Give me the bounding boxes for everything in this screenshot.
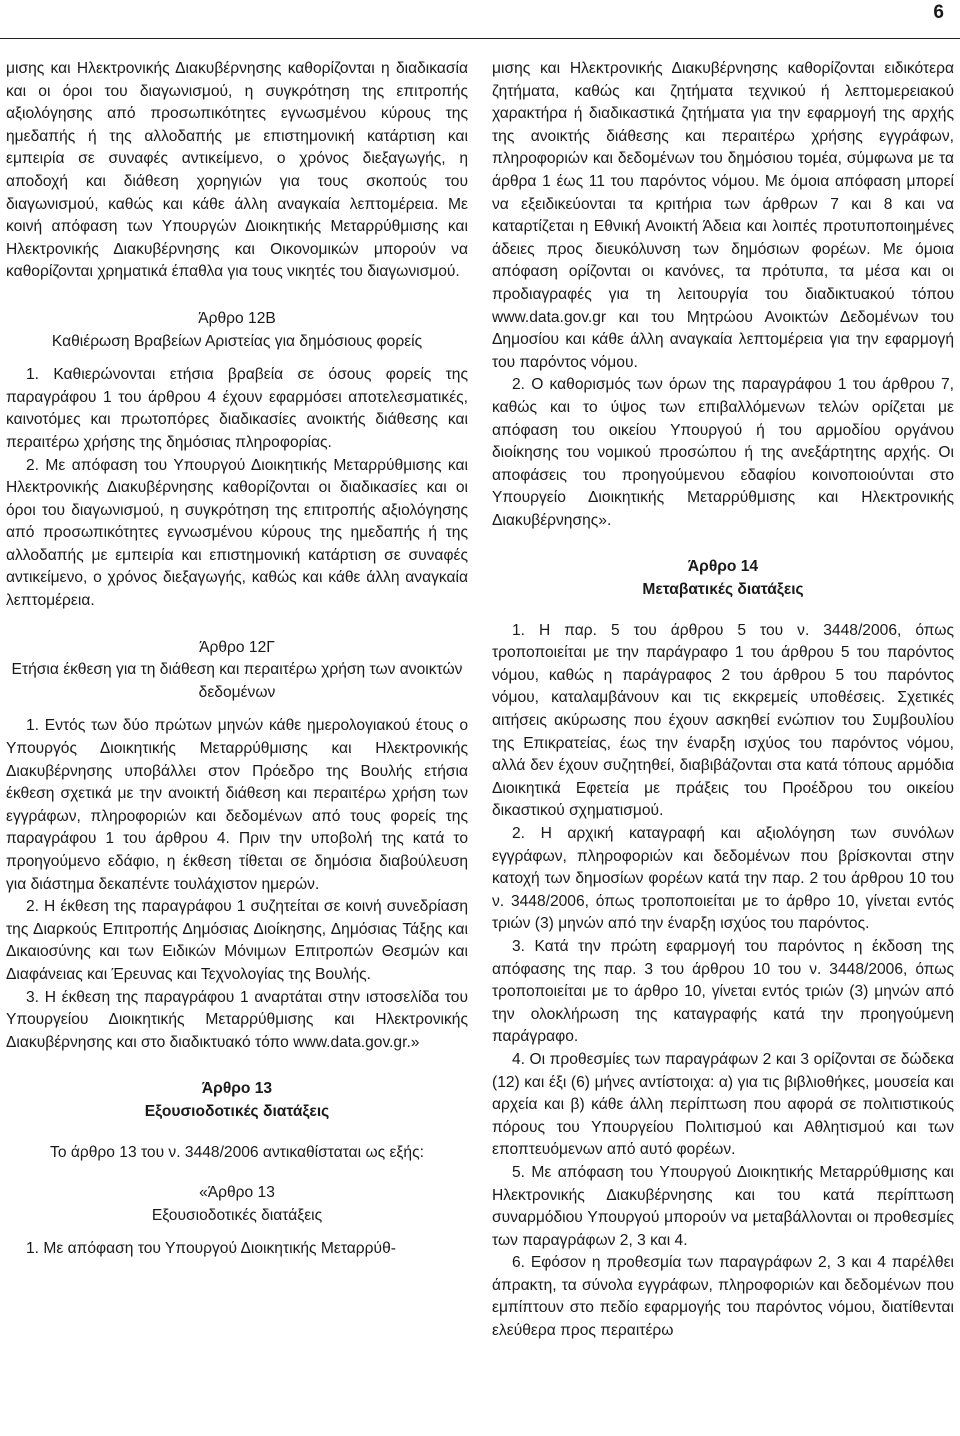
article-14-subtitle: Μεταβατικές διατάξεις [642, 581, 804, 599]
article-12g-paragraph-2: 2. Η έκθεση της παραγράφου 1 συζητείται σε κοινή συνεδρίαση της Διαρκούς Επιτροπής Δημόσιας Διοίκησης, Δημόσιας Τάξης και Δικαιοσύνης και των Ειδικών Μόνιμων Επιτροπών Θεσμών και Διαφάνειας και Έρευνας και Τεχνολογίας της Βουλής. [6, 898, 468, 983]
article-13-subtitle: Εξουσιοδοτικές διατάξεις [144, 1102, 330, 1120]
article-13-intro: Το άρθρο 13 του ν. 3448/2006 αντικαθίσταται ως εξής: [50, 1143, 424, 1161]
article-12b-paragraph-1: 1. Καθιερώνονται ετήσια βραβεία σε όσους φορείς της παραγράφου 1 του άρθρου 4 έχουν εφαρμόσει αποτελεσματικές, καινοτόμες και πρωτοπόρες διαδικασίες ανοικτής διάθεσης και περαιτέρω χρήσης της δημόσιας πληροφορίας. [6, 366, 468, 451]
page-number: 6 [933, 2, 944, 23]
article-12b-subtitle: Καθιέρωση Βραβείων Αριστείας για δημόσιους φορείς [51, 332, 423, 350]
article-13-paragraph-2: 2. Ο καθορισμός των όρων της παραγράφου 1 του άρθρου 7, καθώς και το ύψος των επιβαλλόμενων τελών ορίζεται με απόφαση του οικείου Υπουργού ή του αρμοδίου οργάνου διοίκησης του νομικού προσώπου ή της ανεξάρτητης αρχής. Οι αποφάσεις του προηγούμενου εδαφίου κοινοποιούνται στο Υπουργείο Διοικητικής Μεταρρύθμισης και Ηλεκτρονικής Διακυβέρνησης». [492, 376, 954, 529]
article-14-paragraph-1: 1. Η παρ. 5 του άρθρου 5 του ν. 3448/2006, όπως τροποποιείται με την παράγραφο 1 του άρθρου 5 του παρόντος νόμου, καθώς η παράγραφος 2 του άρθρου 5 του παρόντος νόμου, καταλαμβάνουν και τις εκκρεμείς υποθέσεις. Σχετικές αιτήσεις ακύρωσης που έχουν ασκηθεί ενώπιον του Συμβουλίου της Επικρατείας, έως την έναρξη ισχύος του παρόντος νόμου, αλλά δεν έχουν συζητηθεί, διαβιβάζονται στα κατά τόπους αρμόδια Διοικητικά Εφετεία με πράξεις του Προέδρου του οικείου δικαστικού σχηματισμού. [492, 621, 954, 820]
article-12b-title: Άρθρο 12Β [198, 309, 276, 327]
article-14-paragraph-2: 2. Η αρχική καταγραφή και αξιολόγηση των συνόλων εγγράφων, πληροφοριών και δεδομένων που βρίσκονται στην κατοχή των δημοσίων φορέων κατά την παρ. 2 του άρθρου 10 του ν. 3448/2006, όπως τροποποιείται με το άρθρο 10, γίνεται εντός τριών (3) μηνών από την έναρξη ισχύος του παρόντος. [492, 825, 954, 933]
continued-paragraph: μισης και Ηλεκτρονικής Διακυβέρνησης καθορίζονται η διαδικασία και οι όροι του διαγωνισμού, η συγκρότηση της επιτροπής αξιολόγησης από προσωπικότητες εγνωσμένου κύρους της ημεδαπής ή της αλλοδαπής με επιστημονική κατάρτιση και εμπειρία σε συναφές αντικείμενο, ο χρόνος διεξαγωγής, η αποδοχή και διάθεση χορηγιών για τους σκοπούς του διαγωνισμού, καθώς και κάθε άλλη αναγκαία λεπτομέρεια. Με κοινή απόφαση των Υπουργών Διοικητικής Μεταρρύθμισης και Ηλεκτρονικής Διακυβέρνησης και Οικονομικών μπορούν να καθορίζονται χρηματικά έπαθλα για τους νικητές του διαγωνισμού. [6, 60, 468, 281]
article-12b-paragraph-2: 2. Με απόφαση του Υπουργού Διοικητικής Μεταρρύθμισης και Ηλεκτρονικής Διακυβέρνησης καθορίζονται οι διαδικασίες και οι όροι του διαγωνισμού, η συγκρότηση της επιτροπής αξιολόγησης από προσωπικότητες εγνωσμένου κύρους της ημεδαπής ή της αλλοδαπής με εμπειρία και επιστημονική κατάρτιση σε συναφές αντικείμενο, ο χρόνος διεξαγωγής, καθώς και κάθε άλλη αναγκαία λεπτομέρεια. [6, 456, 468, 610]
right-column [492, 58, 954, 1343]
article-12g-subtitle: Ετήσια έκθεση για τη διάθεση και περαιτέρω χρήση των ανοικτών δεδομένων [11, 661, 463, 701]
article-13-title: Άρθρο 13 [201, 1080, 273, 1098]
article-14-paragraph-6: 6. Εφόσον η προθεσμία των παραγράφων 2, 3 και 4 παρέλθει άπρακτη, τα σύνολα εγγράφων, πληροφοριών και δεδομένων που εμπίπτουν στο πεδίο εφαρμογής του παρόντος νόμου, διατίθενται ελεύθερα προς περαιτέρω [492, 1254, 954, 1340]
left-column [6, 58, 468, 1261]
continued-paragraph-right: μισης και Ηλεκτρονικής Διακυβέρνησης καθορίζονται ειδικότερα ζητήματα, καθώς και ζητήματα τεχνικού ή λεπτομερειακού χαρακτήρα ή διαδικαστικά ζητήματα για την εφαρμογή της αρχής της ανοικτής διάθεσης και περαιτέρω χρήσης εγγράφων, πληροφοριών και δεδομένων του δημόσιου τομέα, σύμφωνα με τα άρθρα 1 έως 11 του παρόντος νόμου. Με όμοια απόφαση μπορεί να εξειδικεύονται τα κριτήρια των άρθρων 7 και 8 και να καταρτίζεται η Εθνική Ανοικτή Άδεια και λοιπές προτυποποιημένες άδειες προς διευκόλυνση των δημόσιων φορέων. Με όμοια απόφαση ορίζονται οι κανόνες, τα πρότυπα, τα μέσα και οι προδιαγραφές για τη λειτουργία του διαδικτυακού τόπου www.data.gov.gr και του Μητρώου Ανοικτών Δεδομένων του Δημοσίου και κάθε άλλη αναγκαία λεπτομέρεια για την εφαρμογή του παρόντος νόμου. [492, 60, 954, 371]
article-14-paragraph-5: 5. Με απόφαση του Υπουργού Διοικητικής Μεταρρύθμισης και Ηλεκτρονικής Διακυβέρνησης και του κατά περίπτωση συναρμόδιου Υπουργού μπορούν να μεταβάλλονται οι προθεσμίες των παραγράφων 2, 3 και 4. [492, 1163, 954, 1249]
article-12g-paragraph-3: 3. Η έκθεση της παραγράφου 1 αναρτάται στην ιστοσελίδα του Υπουργείου Διοικητικής Μεταρρύθμισης και Ηλεκτρονικής Διακυβέρνησης και στο διαδικτυακό τόπο www.data.gov.gr.» [6, 988, 468, 1051]
article-12g-title: Άρθρο 12Γ [199, 638, 275, 656]
quoted-article-13-paragraph-1: 1. Με απόφαση του Υπουργού Διοικητικής Μεταρρύθ- [26, 1240, 396, 1258]
quoted-article-13-subtitle: Εξουσιοδοτικές διατάξεις [151, 1206, 323, 1224]
article-14-title: Άρθρο 14 [687, 558, 759, 576]
article-14-paragraph-3: 3. Κατά την πρώτη εφαρμογή του παρόντος η έκδοση της απόφασης της παρ. 3 του άρθρου 10 του ν. 3448/2006, όπως τροποποιείται με το άρθρο 10, γίνεται εντός τριών (3) μηνών από την ολοκλήρωση της καταγραφής κατά την προηγούμενη παράγραφο. [492, 937, 954, 1046]
article-14-paragraph-4: 4. Οι προθεσμίες των παραγράφων 2 και 3 ορίζονται σε δώδεκα (12) και έξι (6) μήνες αντίστοιχα: α) για τις βιβλιοθήκες, μουσεία και αρχεία και β) κάθε άλλη περίπτωση που αφορά σε πολιτιστικούς πόρους του Υπουργείου Πολιτισμού και Αθλητισμού και των εποπτευόμενων από αυτό φορέων. [492, 1050, 954, 1159]
header-rule [0, 38, 960, 39]
article-12g-paragraph-1: 1. Εντός των δύο πρώτων μηνών κάθε ημερολογιακού έτους ο Υπουργός Διοικητικής Μεταρρύθμισης και Ηλεκτρονικής Διακυβέρνησης υποβάλλει στον Πρόεδρο της Βουλής ετήσια έκθεση σχετικά με την ανοικτή διάθεση και περαιτέρω χρήση των εγγράφων, πληροφοριών και δεδομένων από τους φορείς της παραγράφου 1 του άρθρου 4. Πριν την υποβολή της κατά το προηγούμενο εδάφιο, η έκθεση τίθεται σε δημόσια διαβούλευση για διάστημα δεκαπέντε τουλάχιστον ημερών. [6, 717, 468, 893]
quoted-article-13-title: «Άρθρο 13 [199, 1184, 275, 1202]
